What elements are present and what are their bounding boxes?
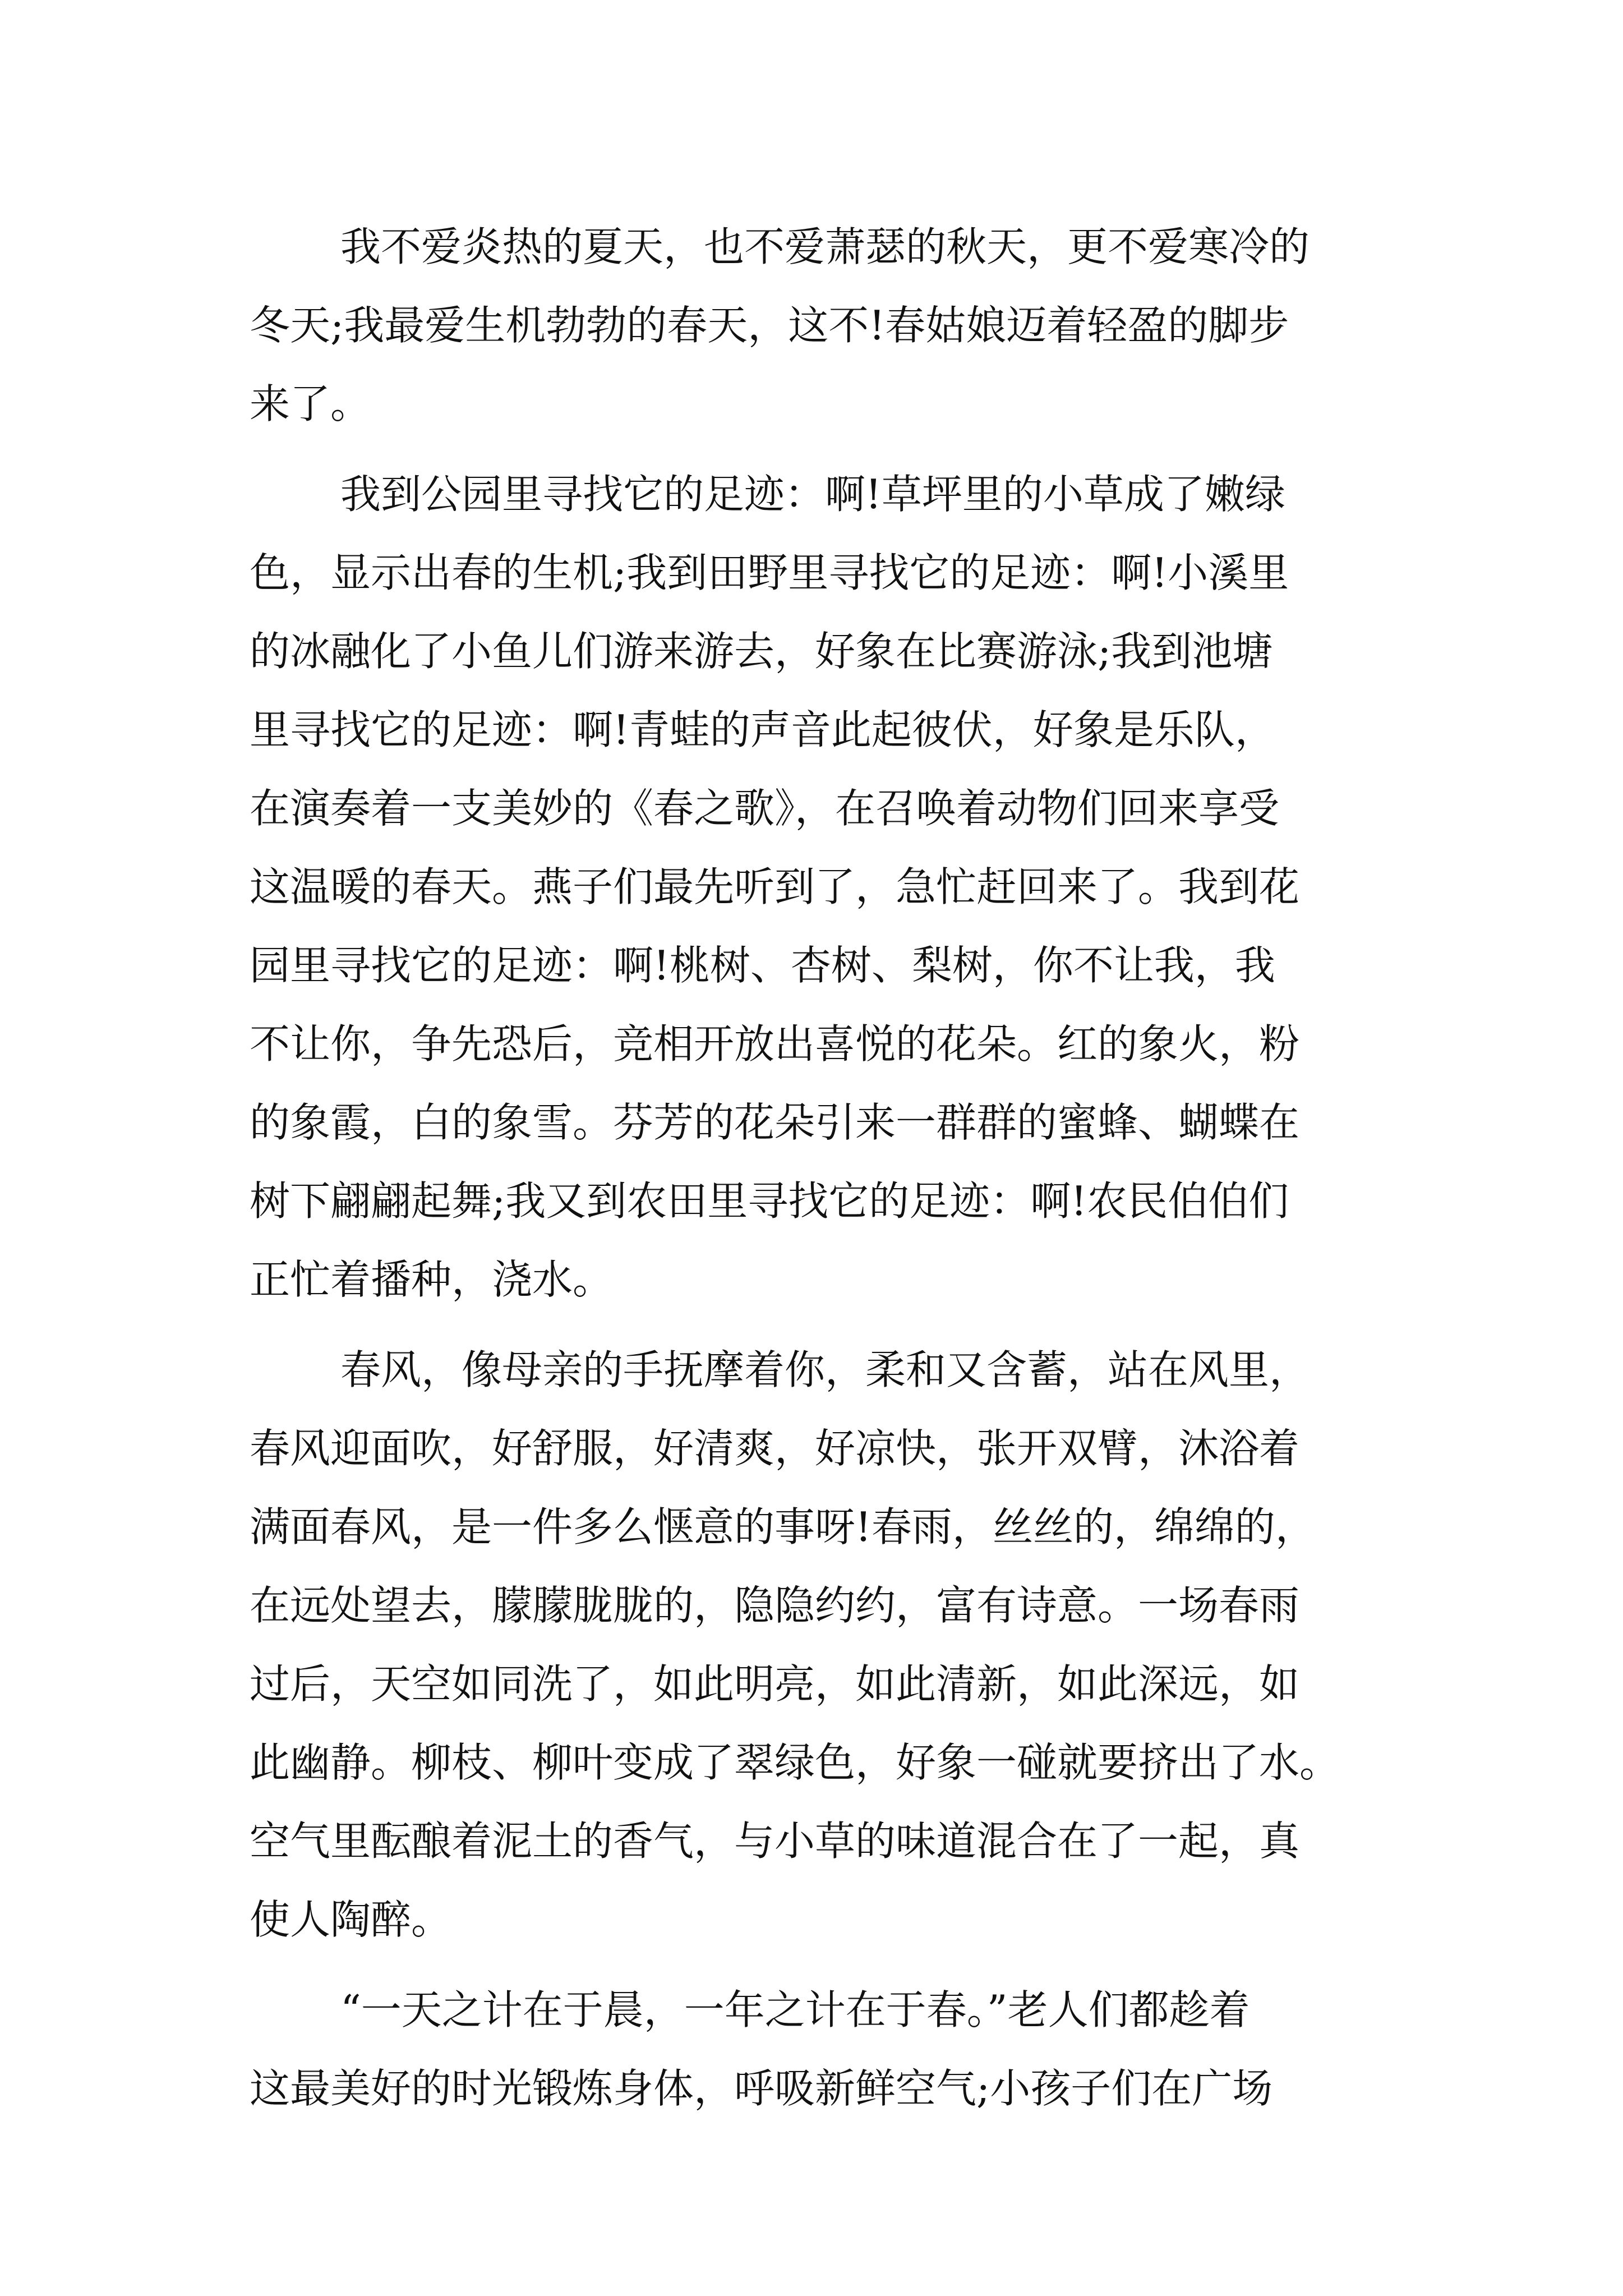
text-line: 色，显示出春的生机;我到田野里寻找它的足迹：啊!小溪里 [250, 549, 1289, 596]
text-line: 我到公园里寻找它的足迹：啊!草坪里的小草成了嫩绿 [340, 471, 1285, 518]
text-line: 空气里酝酿着泥土的香气，与小草的味道混合在了一起，真 [250, 1818, 1300, 1865]
text-line: 来了。 [250, 380, 371, 427]
text-line: 这最美好的时光锻炼身体，呼吸新鲜空气;小孩子们在广场 [250, 2065, 1273, 2112]
text-line: 春风，像母亲的手抚摩着你，柔和又含蓄，站在风里， [340, 1346, 1310, 1393]
text-line: 此幽静。柳枝、柳叶变成了翠绿色，好象一碰就要挤出了水。 [250, 1739, 1340, 1786]
text-line: 的冰融化了小鱼儿们游来游去，好象在比赛游泳;我到池塘 [250, 628, 1273, 675]
text-line: 里寻找它的足迹：啊!青蛙的声音此起彼伏，好象是乐队， [250, 706, 1275, 753]
text-line: 在演奏着一支美妙的《春之歌》，在召唤着动物们回来享受 [250, 785, 1280, 832]
text-line: 园里寻找它的足迹：啊!桃树、杏树、梨树，你不让我，我 [250, 942, 1275, 989]
text-line: 正忙着播种，浇水。 [250, 1256, 614, 1303]
text-line: 春风迎面吹，好舒服，好清爽，好凉快，张开双臂，沐浴着 [250, 1425, 1300, 1472]
paragraph-gap [250, 1959, 1382, 1971]
essay-body [250, 208, 1382, 2128]
text-line: 过后，天空如同洗了，如此明亮，如此清新，如此深远，如 [250, 1660, 1300, 1708]
text-line: “一天之计在于晨，一年之计在于春。”老人们都趁着 [340, 1986, 1250, 2033]
paragraph-gap [250, 1319, 1382, 1331]
text-line: 不让你，争先恐后，竞相开放出喜悦的花朵。红的象火，粉 [250, 1020, 1300, 1068]
text-line: 的象霞，白的象雪。芬芳的花朵引来一群群的蜜蜂、蝴蝶在 [250, 1099, 1300, 1146]
paragraph-gap [250, 443, 1382, 455]
text-line: 在远处望去，朦朦胧胧的，隐隐约约，富有诗意。一场春雨 [250, 1582, 1300, 1629]
paragraph-3 [250, 1331, 1382, 1959]
paragraph-2 [250, 455, 1382, 1319]
text-line: 树下翩翩起舞;我又到农田里寻找它的足迹：啊!农民伯伯们 [250, 1177, 1289, 1225]
text-line: 满面春风，是一件多么惬意的事呀!春雨，丝丝的，绵绵的， [250, 1503, 1316, 1550]
paragraph-4 [250, 1971, 1382, 2128]
paragraph-1 [250, 208, 1382, 443]
text-line: 这温暖的春天。燕子们最先听到了，急忙赶回来了。我到花 [250, 863, 1300, 910]
text-line: 我不爱炎热的夏天，也不爱萧瑟的秋天，更不爱寒冷的 [340, 223, 1310, 270]
text-line: 使人陶醉。 [250, 1896, 452, 1943]
text-line: 冬天;我最爱生机勃勃的春天，这不!春姑娘迈着轻盈的脚步 [250, 302, 1289, 349]
